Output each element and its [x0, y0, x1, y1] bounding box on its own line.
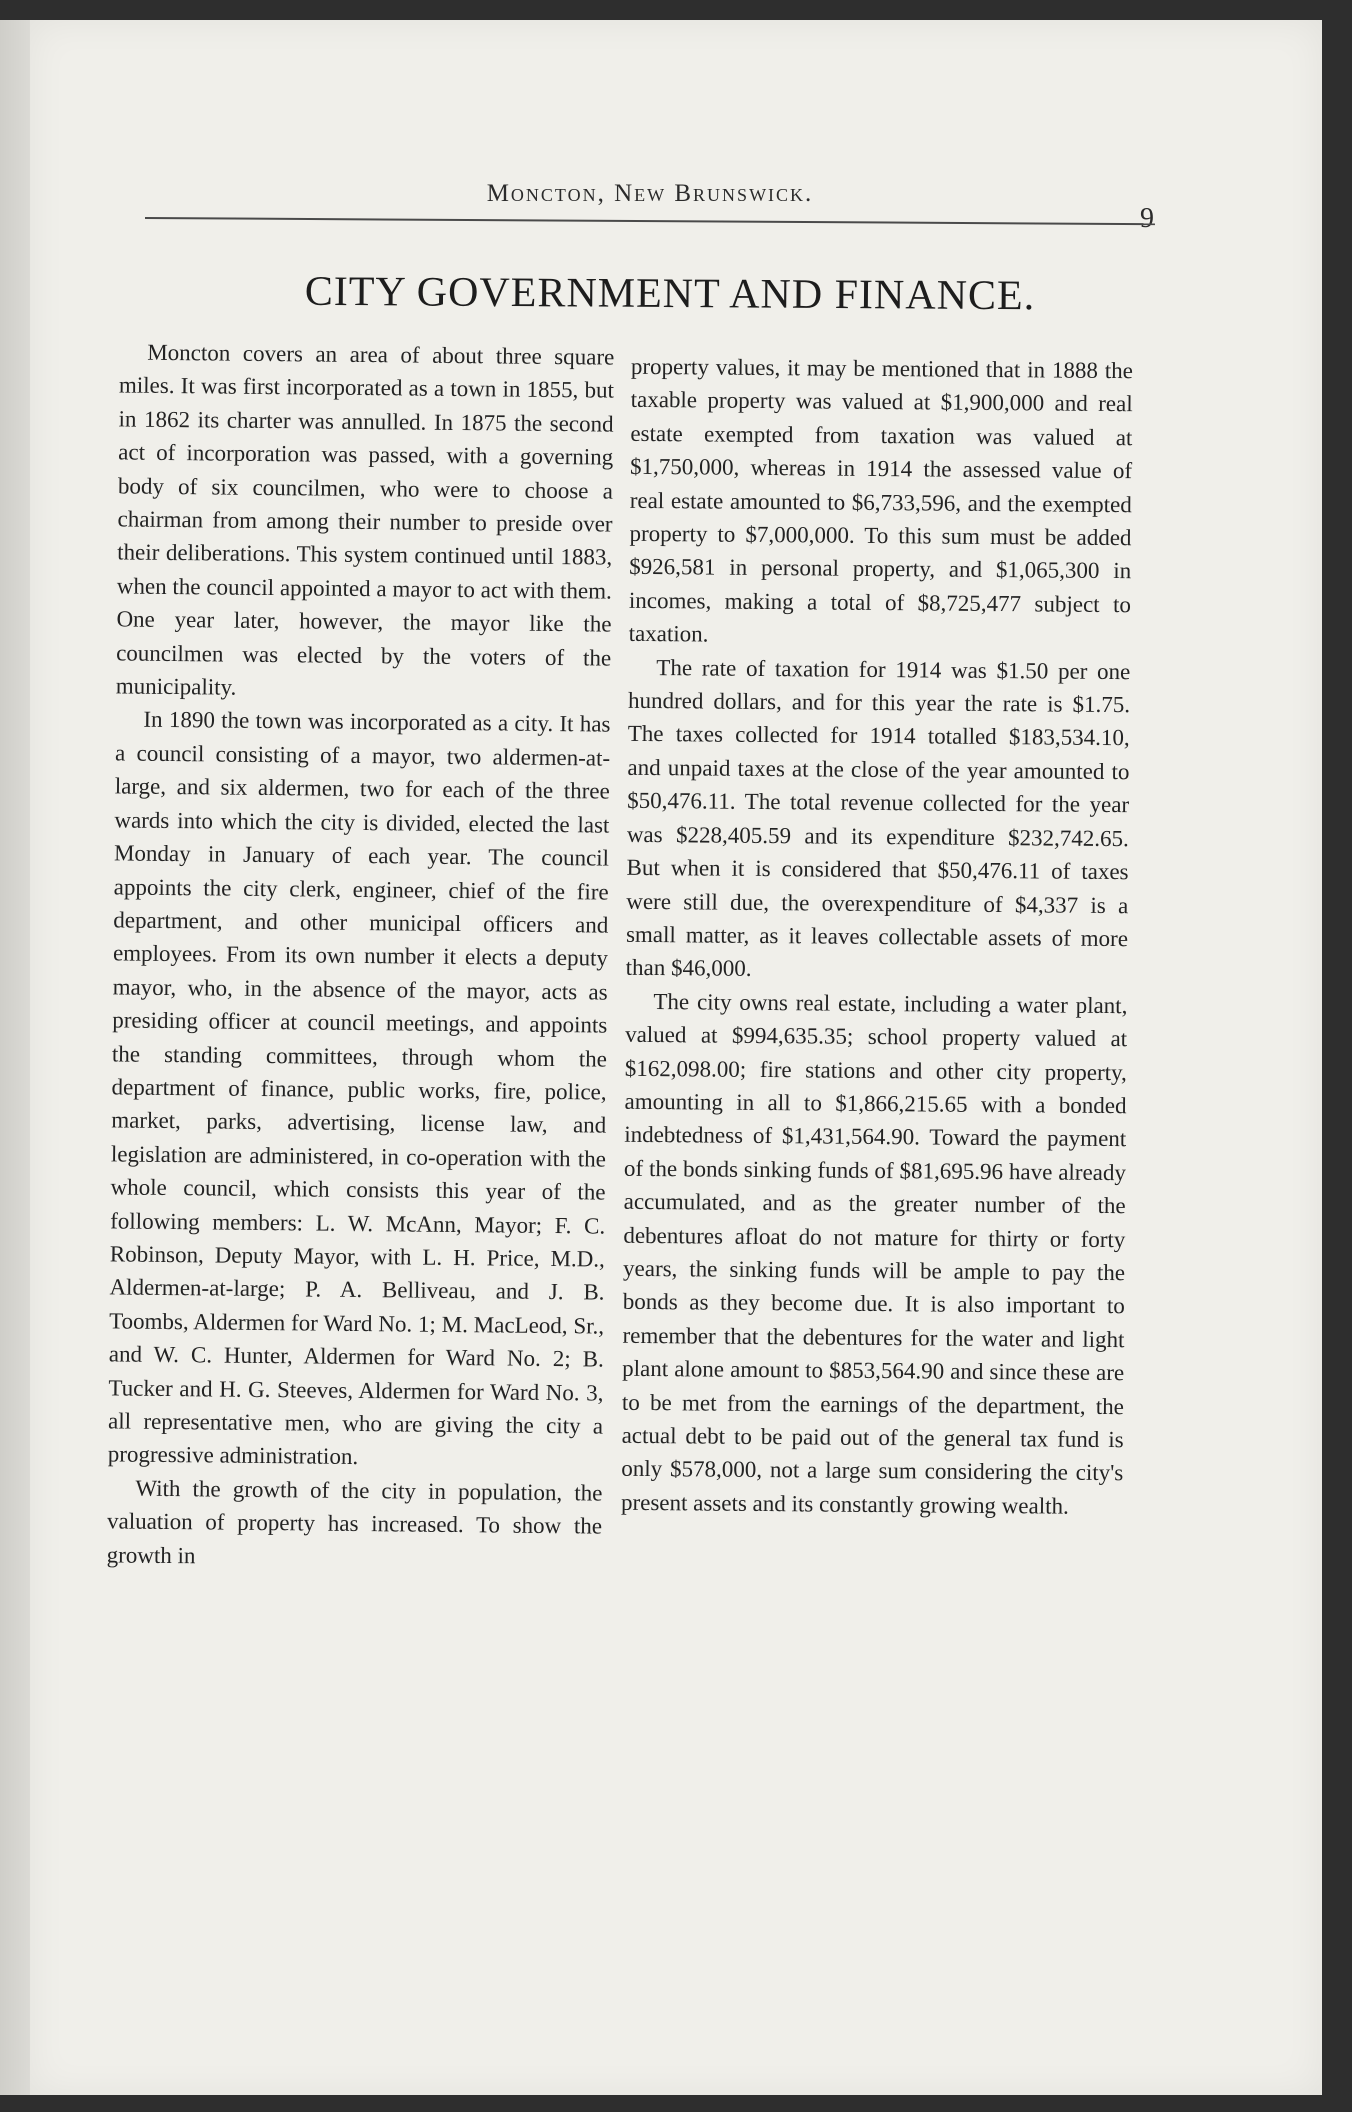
right-column	[621, 350, 1133, 1524]
page-title: CITY GOVERNMENT AND FINANCE.	[304, 268, 1036, 320]
running-head: Moncton, New Brunswick.	[486, 180, 814, 207]
paragraph: The city owns real estate, including a water plant, valued at $994,635.35; school property valued at $162,098.00; fire stations and other city property, amounting in all to $1,866,215.65 with a bonded indebtedness of $1,431,564.90. Toward the payment of the bonds sinking funds of $81,695.96 have already accumulated, and as the greater number of the debentures afloat do not mature for thirty or forty years, the sinking funds will be ample to pay the bonds as they become due. It is also important to remember that the debentures for the water and light plant alone amount to $853,564.90 and since these are to be met from the earnings of the department, the actual debt to be paid out of the general tax fund is only $578,000, not a large sum considering the city's present assets and its constantly growing wealth.	[620, 988, 1128, 1519]
paragraph: Moncton covers an area of about three square miles. It was first incorporated as a town in 1855, but in 1862 its charter was annulled. In 1875 the second act of incorporation was passed, with a governing body of six councilmen, who were to choose a chairman from among their number to preside over their deliberations. This system continued until 1883, when the council appointed a mayor to act with them. One year later, however, the mayor like the councilmen was elected by the voters of the municipality.	[115, 339, 615, 700]
paragraph: With the growth of the city in population, the valuation of property has increased. To show the growth in	[106, 1475, 603, 1568]
paragraph-continued: property values, it may be mentioned that in 1888 the taxable property was valued at $1,900,000 and real estate exempted from taxation was valued at $1,750,000, whereas in 1914 the assessed value of real estate amounted to $6,733,596, and the exempted property to $7,000,000. To this sum must be added $926,581 in personal property, and $1,065,300 in incomes, making a total of $8,725,477 subject to taxation.	[628, 353, 1134, 647]
paragraph: In 1890 the town was incorporated as a city. It has a council consisting of a mayor, two aldermen-at-large, and six aldermen, two for each of the three wards into which the city is divided, elected the last Monday in January of each year. The council appoints the city clerk, engineer, chief of the fire department, and other municipal officers and employees. From its own number it elects a deputy mayor, who, in the absence of the mayor, acts as presiding officer at council meetings, and appoints the standing committees, through whom the department of finance, public works, fire, police, market, parks, advertising, license law, and legislation are administered, in co-operation with the whole council, which consists this year of the following members: L. W. McAnn, Mayor; F. C. Robinson, Deputy Mayor, with L. H. Price, M.D., Aldermen-at-large; P. A. Belliveau, and J. B. Toombs, Aldermen for Ward No. 1; M. MacLeod, Sr., and W. C. Hunter, Aldermen for Ward No. 2; B. Tucker and H. G. Steeves, Aldermen for Ward No. 3, all representative men, who are giving the city a progressive administration.	[107, 707, 611, 1470]
paragraph: The rate of taxation for 1914 was $1.50 per one hundred dollars, and for this year the rate is $1.75. The taxes collected for 1914 totalled $183,534.10, and unpaid taxes at the close of the year amounted to $50,476.11. The total revenue collected for the year was $228,405.59 and its expenditure $232,742.65. But when it is considered that $50,476.11 of taxes were still due, the overexpenditure of $4,337 is a small matter, as it leaves collectable assets of more than $46,000.	[625, 654, 1131, 982]
page-number: 9	[1140, 203, 1154, 234]
left-column	[107, 335, 615, 1576]
